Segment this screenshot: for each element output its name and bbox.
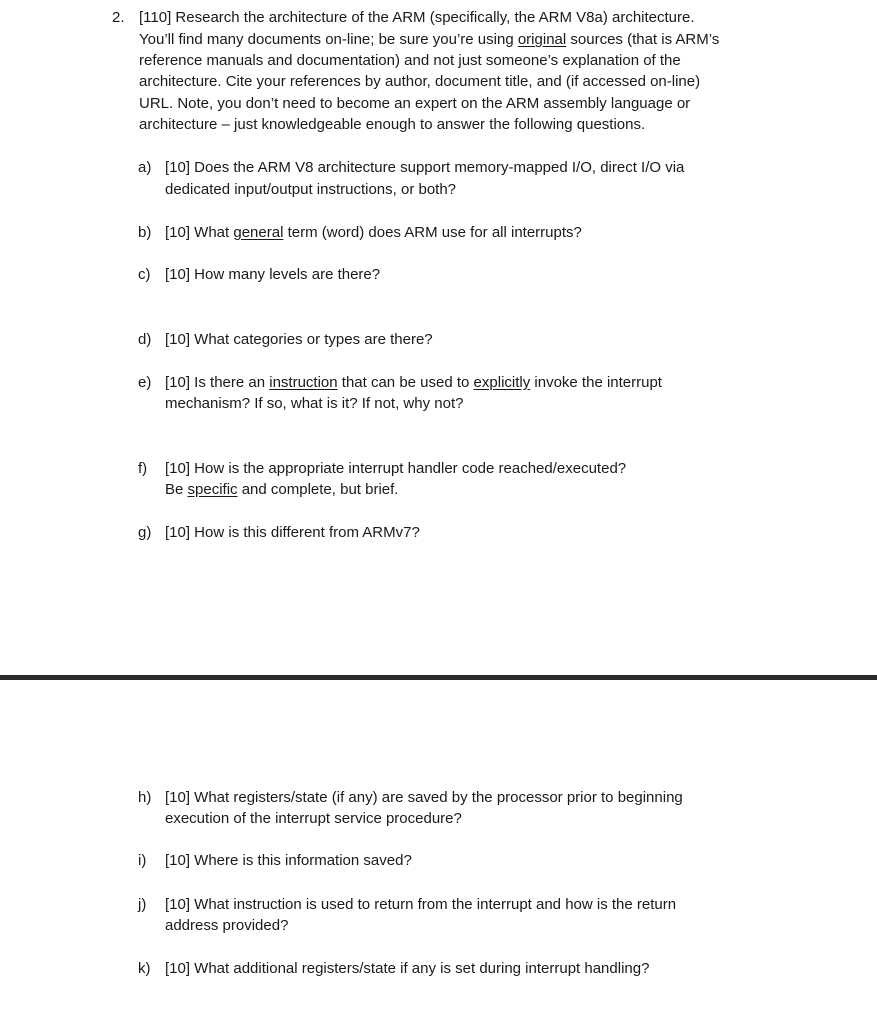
emphasis-original: original (517, 31, 567, 48)
part-j-text-line-1: [10] What instruction is used to return from the interrupt and how is the return (165, 896, 677, 913)
part-a-text-line-2: dedicated input/output instructions, or both? (165, 181, 457, 198)
question-intro-line-4: architecture. Cite your references by author, document title, and (if accessed on-line) (139, 73, 701, 90)
part-d-text: [10] What categories or types are there? (165, 331, 433, 348)
part-e-text-pre: [10] Is there an (165, 374, 270, 391)
question-intro-line-6: architecture – just knowledgeable enough to answer the following questions. (139, 116, 646, 133)
part-f-text-line-2 (165, 480, 398, 500)
question-points: [110] (139, 9, 172, 26)
intro-text: Research the architecture of the ARM (specifically, the ARM V8a) architecture. (175, 9, 695, 26)
emphasis-instruction: instruction (269, 374, 338, 391)
part-k-text: [10] What additional registers/state if any is set during interrupt handling? (165, 960, 650, 977)
part-a-text-line-1: [10] Does the ARM V8 architecture support memory-mapped I/O, direct I/O via (165, 159, 685, 176)
part-b-label: b) (138, 224, 152, 241)
emphasis-specific: specific (187, 481, 238, 498)
intro-text: sources (that is ARM’s (566, 31, 720, 48)
part-e-text-mid: that can be used to (337, 374, 474, 391)
part-h-text-line-1: [10] What registers/state (if any) are saved by the processor prior to beginning (165, 789, 683, 806)
part-h-text-line-2: execution of the interrupt service procedure? (165, 810, 462, 827)
part-d-label: d) (138, 331, 152, 348)
part-j-text-line-2: address provided? (165, 917, 289, 934)
question-intro-line-3: reference manuals and documentation) and not just someone’s explanation of the (139, 52, 681, 69)
part-f-text-pre: Be (165, 481, 188, 498)
part-h-label: h) (138, 789, 152, 806)
part-b-text-pre: [10] What (165, 224, 234, 241)
part-b-text-post: term (word) does ARM use for all interrupts? (283, 224, 582, 241)
part-b-text (165, 223, 582, 243)
part-e-label: e) (138, 374, 152, 391)
part-f-text-line-1: [10] How is the appropriate interrupt handler code reached/executed? (165, 460, 627, 477)
question-intro-line-5: URL. Note, you don’t need to become an expert on the ARM assembly language or (139, 95, 691, 112)
part-f-text-post: and complete, but brief. (237, 481, 399, 498)
part-i-text: [10] Where is this information saved? (165, 852, 412, 869)
part-c-text: [10] How many levels are there? (165, 266, 381, 283)
part-a-label: a) (138, 159, 152, 176)
part-j-label: j) (138, 896, 147, 913)
emphasis-explicitly: explicitly (473, 374, 531, 391)
page-divider (0, 675, 877, 680)
emphasis-general: general (233, 224, 284, 241)
question-intro-line-2 (139, 30, 719, 50)
question-number: 2. (112, 9, 125, 26)
part-e-text-line-1 (165, 373, 662, 393)
part-i-label: i) (138, 852, 147, 869)
part-g-text: [10] How is this different from ARMv7? (165, 524, 420, 541)
part-k-label: k) (138, 960, 151, 977)
part-f-label: f) (138, 460, 148, 477)
part-g-label: g) (138, 524, 152, 541)
part-e-text-post: invoke the interrupt (530, 374, 662, 391)
question-intro-line-1 (139, 8, 695, 28)
intro-text: You’ll find many documents on-line; be sure you’re using (139, 31, 518, 48)
part-c-label: c) (138, 266, 151, 283)
part-e-text-line-2: mechanism? If so, what is it? If not, why not? (165, 395, 464, 412)
